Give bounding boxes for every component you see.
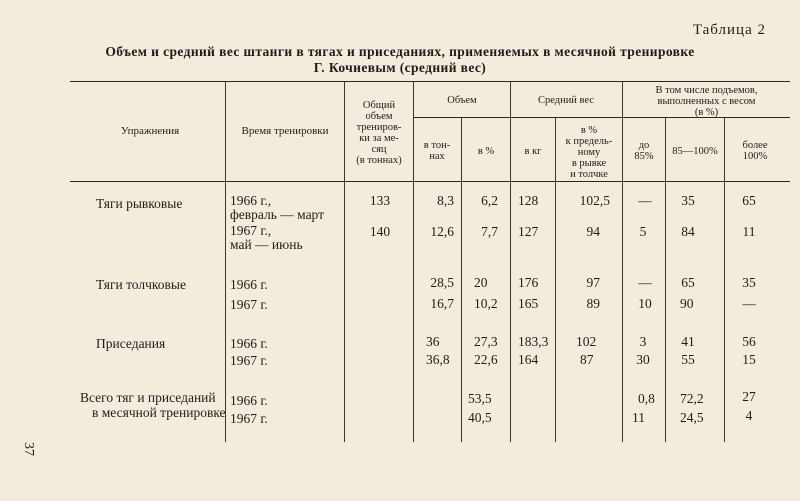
cell-avg-percent: 94: [586, 224, 600, 239]
cell-time: 1967 г.: [230, 297, 268, 312]
col-divider: [724, 118, 725, 442]
cell-lifts-85-100: 41: [681, 334, 695, 349]
header-volume: Объем: [447, 95, 477, 106]
col-divider: [665, 118, 666, 442]
cell-exercise-detail: в месячной тренировке: [92, 405, 226, 420]
cell-lifts-85-100: 55: [681, 352, 695, 367]
cell-volume-percent: 20: [474, 275, 488, 290]
cell-volume-percent: 6,2: [481, 193, 498, 208]
cell-time: 1967 г.: [230, 411, 268, 426]
cell-volume-tonnes: 36,8: [426, 352, 450, 367]
cell-lifts-85-100: 72,2: [680, 391, 704, 406]
cell-total: 140: [369, 224, 391, 239]
cell-exercise: Всего тяг и приседаний: [80, 390, 216, 405]
table-subtitle: Г. Кочиевым (средний вес): [313, 60, 487, 75]
cell-lifts-85-100: 90: [680, 296, 694, 311]
cell-lifts-over-100: 11: [742, 224, 756, 239]
cell-exercise: Тяги рывковые: [96, 196, 183, 211]
cell-lifts-over-100: 56: [742, 334, 756, 349]
cell-time: 1966 г.,: [230, 193, 272, 208]
cell-lifts-to-85: —: [638, 193, 652, 208]
cell-time: 1966 г.: [230, 336, 268, 351]
cell-time-detail: февраль — март: [230, 207, 325, 222]
cell-volume-tonnes: 36: [426, 334, 440, 349]
cell-volume-tonnes: 8,3: [437, 193, 454, 208]
cell-volume-percent: 10,2: [474, 296, 498, 311]
cell-lifts-over-100: 4: [745, 408, 753, 423]
cell-total: 133: [369, 193, 391, 208]
cell-avg-kg: 128: [518, 193, 539, 208]
cell-lifts-over-100: 65: [742, 193, 756, 208]
cell-lifts-to-85: 3: [639, 334, 647, 349]
cell-avg-kg: 164: [518, 352, 539, 367]
header-lifts-to-85: до 85%: [634, 140, 654, 162]
header-total: Общий объем трениров- ки за ме- сяц (в тоннах): [356, 100, 402, 166]
header-exercise: Упражнения: [120, 125, 180, 137]
table-title: Объем и средний вес штанги в тягах и приседаниях, применяемых в месячной тренировке: [105, 44, 695, 59]
col-divider: [461, 118, 462, 442]
cell-volume-tonnes: 12,6: [430, 224, 454, 239]
cell-volume-percent: 7,7: [481, 224, 498, 239]
col-divider: [413, 82, 414, 442]
cell-volume-percent: 22,6: [474, 352, 498, 367]
cell-avg-kg: 127: [518, 224, 539, 239]
cell-avg-kg: 176: [518, 275, 539, 290]
cell-lifts-to-85: 0,8: [638, 391, 655, 406]
cell-avg-percent: 97: [586, 275, 600, 290]
col-divider: [225, 82, 226, 442]
cell-volume-percent: 53,5: [468, 391, 492, 406]
rule-top: [70, 81, 790, 82]
header-avg-kg: в кг: [524, 146, 542, 157]
cell-lifts-85-100: 65: [681, 275, 695, 290]
cell-exercise: Приседания: [96, 336, 166, 351]
header-avg-percent: в % к предель- ному в рывке и толчке: [565, 125, 613, 180]
cell-lifts-85-100: 35: [681, 193, 695, 208]
header-lifts: В том числе подъемов, выполненных с весом (в %): [655, 85, 758, 118]
cell-lifts-to-85: 10: [638, 296, 652, 311]
col-divider: [510, 82, 511, 442]
cell-lifts-over-100: 35: [742, 275, 756, 290]
cell-volume-tonnes: 16,7: [430, 296, 454, 311]
cell-lifts-over-100: 15: [742, 352, 756, 367]
cell-time: 1966 г.: [230, 277, 268, 292]
cell-lifts-to-85: 5: [639, 224, 647, 239]
cell-volume-tonnes: 28,5: [430, 275, 454, 290]
cell-avg-kg: 165: [518, 296, 539, 311]
cell-volume-percent: 27,3: [474, 334, 498, 349]
header-lifts-85-100: 85—100%: [672, 146, 718, 157]
cell-time: 1966 г.: [230, 393, 268, 408]
cell-lifts-85-100: 24,5: [680, 410, 704, 425]
cell-lifts-85-100: 84: [681, 224, 695, 239]
cell-avg-percent: 102: [576, 334, 597, 349]
cell-avg-percent: 89: [586, 296, 600, 311]
header-volume-percent: в %: [477, 146, 495, 157]
header-lifts-over-100: более 100%: [742, 140, 768, 162]
cell-lifts-to-85: 11: [632, 410, 645, 425]
cell-avg-percent: 87: [580, 352, 594, 367]
table-label: Таблица 2: [692, 22, 766, 38]
cell-exercise: Тяги толчковые: [96, 277, 186, 292]
header-time: Время тренировки: [241, 125, 329, 137]
rule-header-bottom: [70, 181, 790, 182]
header-volume-tonnes: в тон- нах: [423, 140, 451, 162]
col-divider: [622, 82, 623, 442]
cell-volume-percent: 40,5: [468, 410, 492, 425]
col-divider: [344, 82, 345, 442]
cell-time: 1967 г.: [230, 353, 268, 368]
page-number: 37: [21, 442, 36, 456]
cell-avg-percent: 102,5: [579, 193, 610, 208]
cell-avg-kg: 183,3: [518, 334, 549, 349]
cell-lifts-over-100: 27: [742, 389, 756, 404]
cell-lifts-over-100: —: [742, 296, 756, 311]
cell-time: 1967 г.,: [230, 223, 272, 238]
cell-lifts-to-85: —: [638, 275, 652, 290]
cell-time-detail: май — июнь: [230, 237, 303, 252]
cell-lifts-to-85: 30: [636, 352, 650, 367]
header-avg-weight: Средний вес: [537, 95, 595, 106]
